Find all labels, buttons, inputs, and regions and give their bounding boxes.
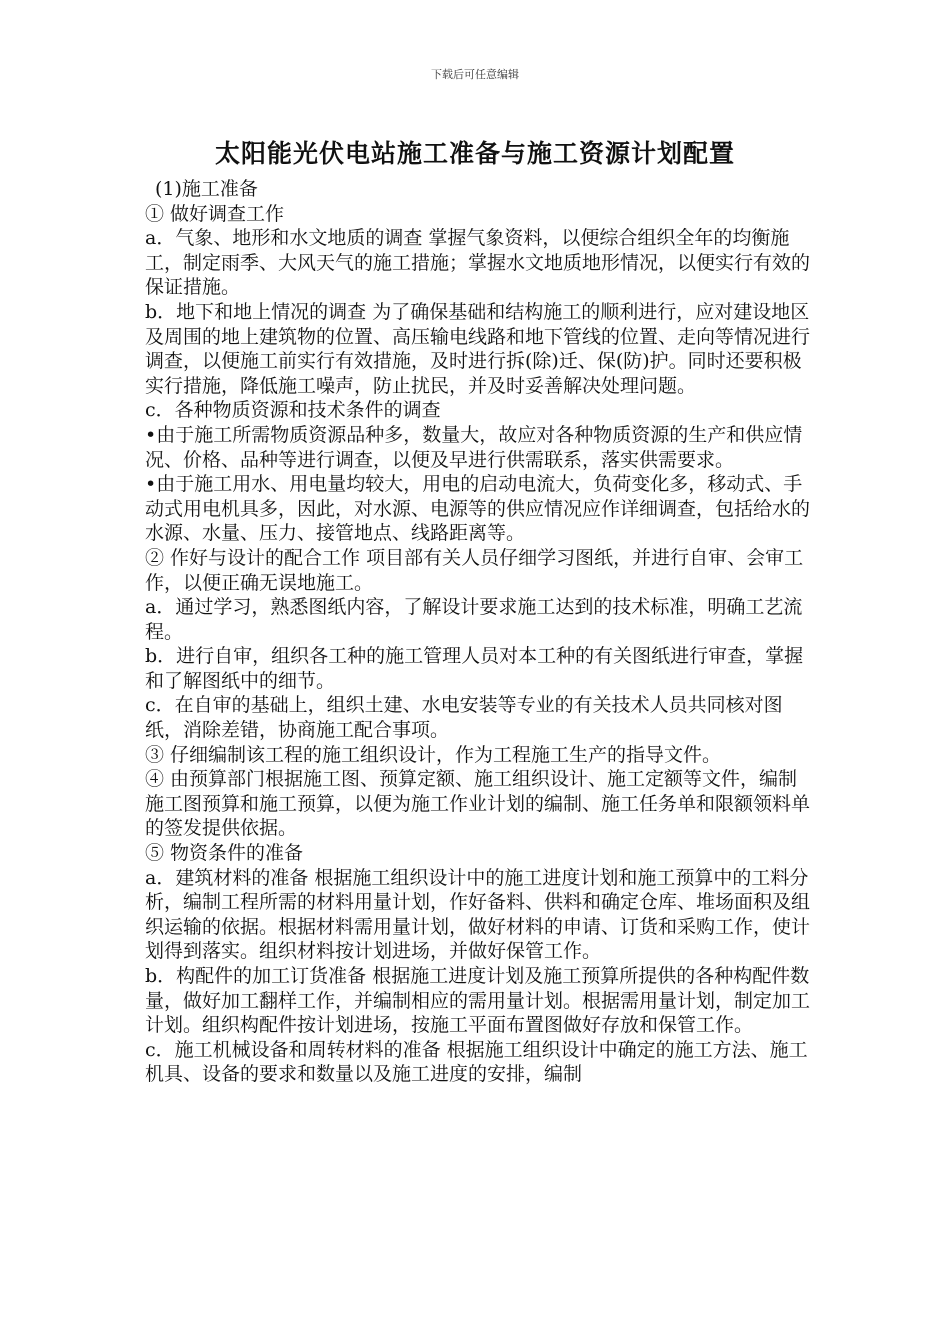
bullet-paragraph: •由于施工用水、用电量均较大，用电的启动电流大，负荷变化多，移动式、手动式用电机具多，因此，对水源、电源等的供应情况应作详细调查，包括给水的水源、水量、压力、接管地点、线路距离等。 [145, 473, 811, 545]
paragraph: a．建筑材料的准备 根据施工组织设计中的施工进度计划和施工预算中的工料分析，编制工程所需的材料用量计划，作好备料、供料和确定仓库、堆场面积及组织运输的依据。根据材料需用量计划，做好材料的申请、订货和采购工作，使计划得到落实。组织材料按计划进场，并做好保管工作。 [145, 866, 811, 963]
section-heading: (1)施工准备 [155, 178, 258, 200]
paragraph: c．在自审的基础上，组织土建、水电安装等专业的有关技术人员共同核对图纸，消除差错，协商施工配合事项。 [145, 694, 783, 742]
paragraph: a．通过学习，熟悉图纸内容，了解设计要求施工达到的技术标准，明确工艺流程。 [145, 596, 803, 643]
subsection-heading: ③ 仔细编制该工程的施工组织设计，作为工程施工生产的指导文件。 [145, 743, 722, 766]
header-note: 下载后可任意编辑 [431, 68, 519, 81]
document-body [145, 177, 813, 1087]
subsection-heading: ⑤ 物资条件的准备 [145, 842, 304, 865]
paragraph: b．地下和地上情况的调查 为了确保基础和结构施工的顺利进行，应对建设地区及周围的地上建筑物的位置、高压输电线路和地下管线的位置、走向等情况进行调查，以便施工前实行有效措施，及时进行拆(除)迁、保(防)护。同时还要积极实行措施，降低施工噪声，防止扰民，并及时妥善解决处理问题。 [145, 300, 811, 397]
paragraph: c．施工机械设备和周转材料的准备 根据施工组织设计中确定的施工方法、施工机具、设备的要求和数量以及施工进度的安排，编制 [145, 1038, 808, 1086]
paragraph: a．气象、地形和水文地质的调查 掌握气象资料，以便综合组织全年的均衡施工，制定雨季、大风天气的施工措施；掌握水文地质地形情况，以便实行有效的保证措施。 [145, 227, 811, 299]
subsection-heading: ① 做好调查工作 [145, 202, 285, 225]
paragraph: b．构配件的加工订货准备 根据施工进度计划及施工预算所提供的各种构配件数量，做好加工翻样工作，并编制相应的需用量计划。根据需用量计划，制定加工计划。组织构配件按计划进场，按施工平面布置图做好存放和保管工作。 [145, 965, 811, 1037]
document-title: 太阳能光伏电站施工准备与施工资源计划配置 [214, 139, 735, 168]
paragraph: b．进行自审，组织各工种的施工管理人员对本工种的有关图纸进行审查，掌握和了解图纸中的细节。 [145, 645, 804, 692]
bullet-paragraph: •由于施工所需物质资源品种多，数量大，故应对各种物质资源的生产和供应情况、价格、品种等进行调查，以便及早进行供需联系，落实供需要求。 [145, 423, 803, 471]
paragraph: c．各种物质资源和技术条件的调查 [145, 399, 441, 422]
subsection-heading: ④ 由预算部门根据施工图、预算定额、施工组织设计、施工定额等文件，编制施工图预算和施工预算，以便为施工作业计划的编制、施工任务单和限额领料单的签发提供依据。 [145, 768, 811, 840]
subsection-heading: ② 作好与设计的配合工作 项目部有关人员仔细学习图纸，并进行自审、会审工作，以便正确无误地施工。 [145, 546, 804, 594]
